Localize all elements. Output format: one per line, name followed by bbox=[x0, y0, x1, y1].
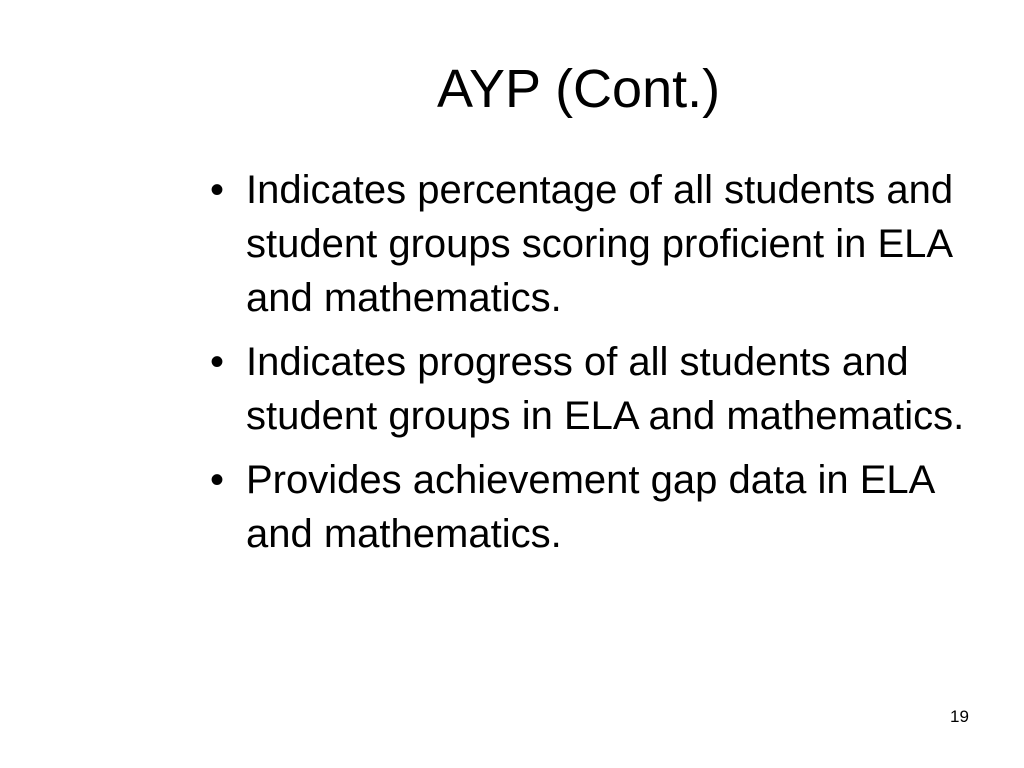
slide-title: AYP (Cont.) bbox=[437, 59, 721, 119]
bullet-marker: • bbox=[210, 168, 225, 212]
page-number: 19 bbox=[950, 707, 969, 726]
bullet-marker: • bbox=[210, 340, 225, 384]
bullet-item bbox=[210, 335, 980, 443]
bullet-marker: • bbox=[210, 458, 225, 502]
bullet-text: Indicates progress of all students and student groups in ELA and mathematics. bbox=[246, 340, 965, 438]
bullet-text: Provides achievement gap data in ELA and mathematics. bbox=[246, 458, 934, 556]
bullet-item bbox=[210, 163, 980, 325]
bullet-list bbox=[210, 163, 980, 571]
bullet-text: Indicates percentage of all students and student groups scoring proficient in ELA and mathematics. bbox=[246, 168, 954, 320]
bullet-item bbox=[210, 453, 980, 561]
